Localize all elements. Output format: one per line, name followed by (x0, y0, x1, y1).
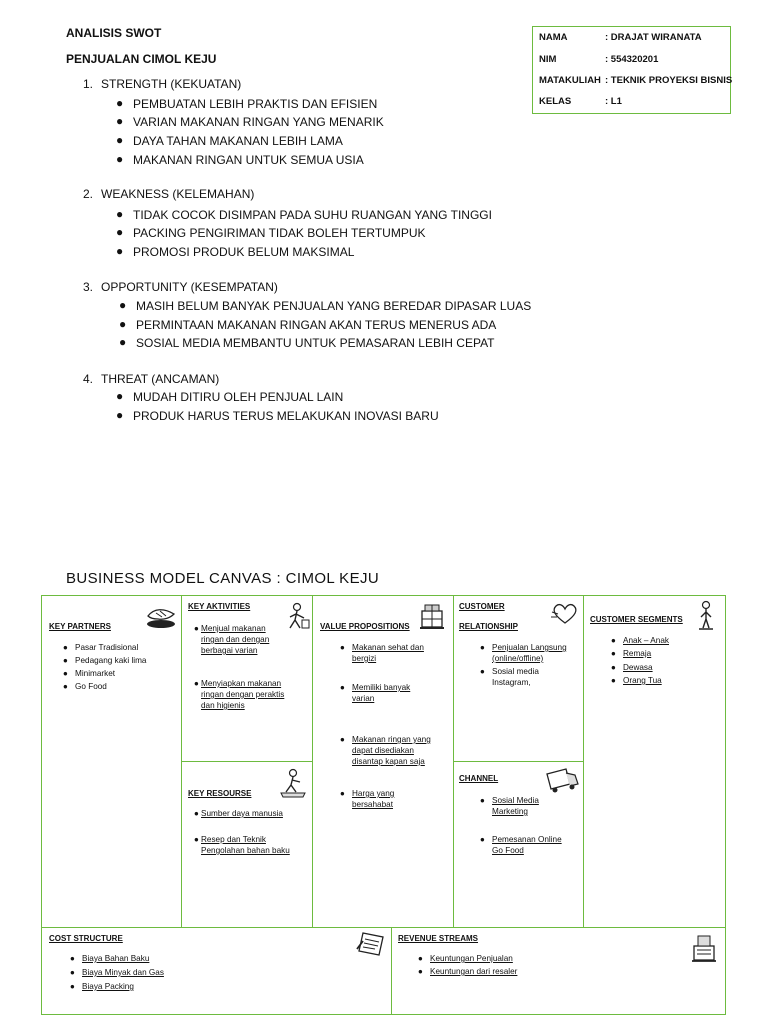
cell-label: RELATIONSHIP (459, 622, 518, 631)
info-value: : DRAJAT WIRANATA (605, 32, 702, 43)
bmc-title: BUSINESS MODEL CANVAS : CIMOL KEJU (66, 570, 380, 587)
list-item: ● Penjualan Langsung (online/offline) (480, 643, 567, 663)
truck-icon (544, 766, 580, 794)
cell-label: REVENUE STREAMS (398, 934, 479, 943)
cell-label: KEY AKTIVITIES (188, 602, 251, 611)
list-item: ● Orang Tua (611, 676, 662, 685)
list-item: ● Menjual makanan ringan dan dengan berbagai varian (194, 624, 270, 655)
list-item: ● Biaya Bahan Baku (70, 954, 150, 963)
gift-box-icon (417, 601, 447, 631)
bmc-key-partners (41, 595, 182, 928)
receipt-icon (355, 931, 387, 957)
worker-icon (284, 602, 310, 630)
list-item: ● Biaya Minyak dan Gas (70, 968, 164, 977)
list-item: ● Minimarket (63, 669, 116, 678)
list-item: ● Makanan sehat dan bergizi (340, 643, 424, 663)
bmc-key-resources (181, 761, 313, 928)
cell-label: VALUE PROPOSITIONS (320, 622, 410, 631)
person-icon (696, 600, 716, 630)
list-item: ● Dewasa (611, 663, 653, 672)
cell-label: CUSTOMER (459, 602, 505, 611)
section-title: OPPORTUNITY (KESEMPATAN) (101, 280, 278, 294)
list-item: ● Menyiapkan makanan ringan dengan peraktis dan higienis (194, 679, 285, 710)
list-item: ● Resep dan Teknik Pengolahan bahan baku (194, 835, 290, 855)
section-number: 4. (83, 372, 94, 386)
handshake-icon (144, 604, 178, 630)
info-key: NAMA (539, 32, 568, 43)
list-item: ● Makanan ringan yang dapat disediakan disantap kapan saja (340, 735, 431, 766)
list-item: ● Pemesanan Online Go Food (480, 835, 562, 855)
student-info-box (532, 26, 731, 114)
cell-label: CHANNEL (459, 774, 499, 783)
list-item: ● Go Food (63, 682, 107, 691)
list-item: ● Memiliki banyak varian (340, 683, 411, 703)
factory-worker-icon (278, 768, 308, 798)
document-title: ANALISIS SWOT (66, 26, 162, 40)
heart-icon (550, 602, 580, 626)
bmc-revenue-streams (391, 927, 726, 1015)
section-title: WEAKNESS (KELEMAHAN) (101, 187, 255, 201)
cell-label: KEY PARTNERS (49, 622, 111, 631)
list-item: ● Remaja (611, 649, 652, 658)
info-value: : TEKNIK PROYEKSI BISNIS (605, 75, 733, 86)
bmc-customer-relationship (453, 595, 584, 762)
list-item: ● Sosial Media Marketing (480, 796, 539, 816)
info-key: NIM (539, 54, 557, 65)
cell-label: KEY RESOURSE (188, 789, 252, 798)
section-title: THREAT (ANCAMAN) (101, 372, 220, 386)
bmc-key-activities (181, 595, 313, 762)
cash-register-icon (690, 932, 718, 964)
list-item: ● Biaya Packing (70, 982, 134, 991)
section-title: STRENGTH (KEKUATAN) (101, 77, 242, 91)
bmc-value-propositions (312, 595, 454, 928)
list-item: ● Anak – Anak (611, 636, 669, 645)
cell-label: CUSTOMER SEGMENTS (590, 615, 683, 624)
cell-label: COST STRUCTURE (49, 934, 123, 943)
list-item: ● Sumber daya manusia (194, 809, 283, 818)
info-key: MATAKULIAH (539, 75, 601, 86)
info-key: KELAS (539, 96, 572, 107)
bmc-channel (453, 761, 584, 928)
list-item: ● Keuntungan Penjualan (418, 954, 513, 963)
document-subtitle: PENJUALAN CIMOL KEJU (66, 52, 217, 66)
list-item: ● Pedagang kaki lima (63, 656, 147, 665)
info-value: : 554320201 (605, 54, 659, 65)
list-item: ● Pasar Tradisional (63, 643, 139, 652)
list-item: ● Sosial media Instagram, (480, 667, 539, 687)
bmc-cost-structure (41, 927, 392, 1015)
list-item: ● Harga yang bersahabat (340, 789, 395, 809)
section-number: 2. (83, 187, 94, 201)
info-value: : L1 (605, 96, 622, 107)
section-number: 3. (83, 280, 94, 294)
list-item: ● Keuntungan dari resaler (418, 967, 518, 976)
bmc-customer-segments (583, 595, 726, 928)
section-number: 1. (83, 77, 94, 91)
